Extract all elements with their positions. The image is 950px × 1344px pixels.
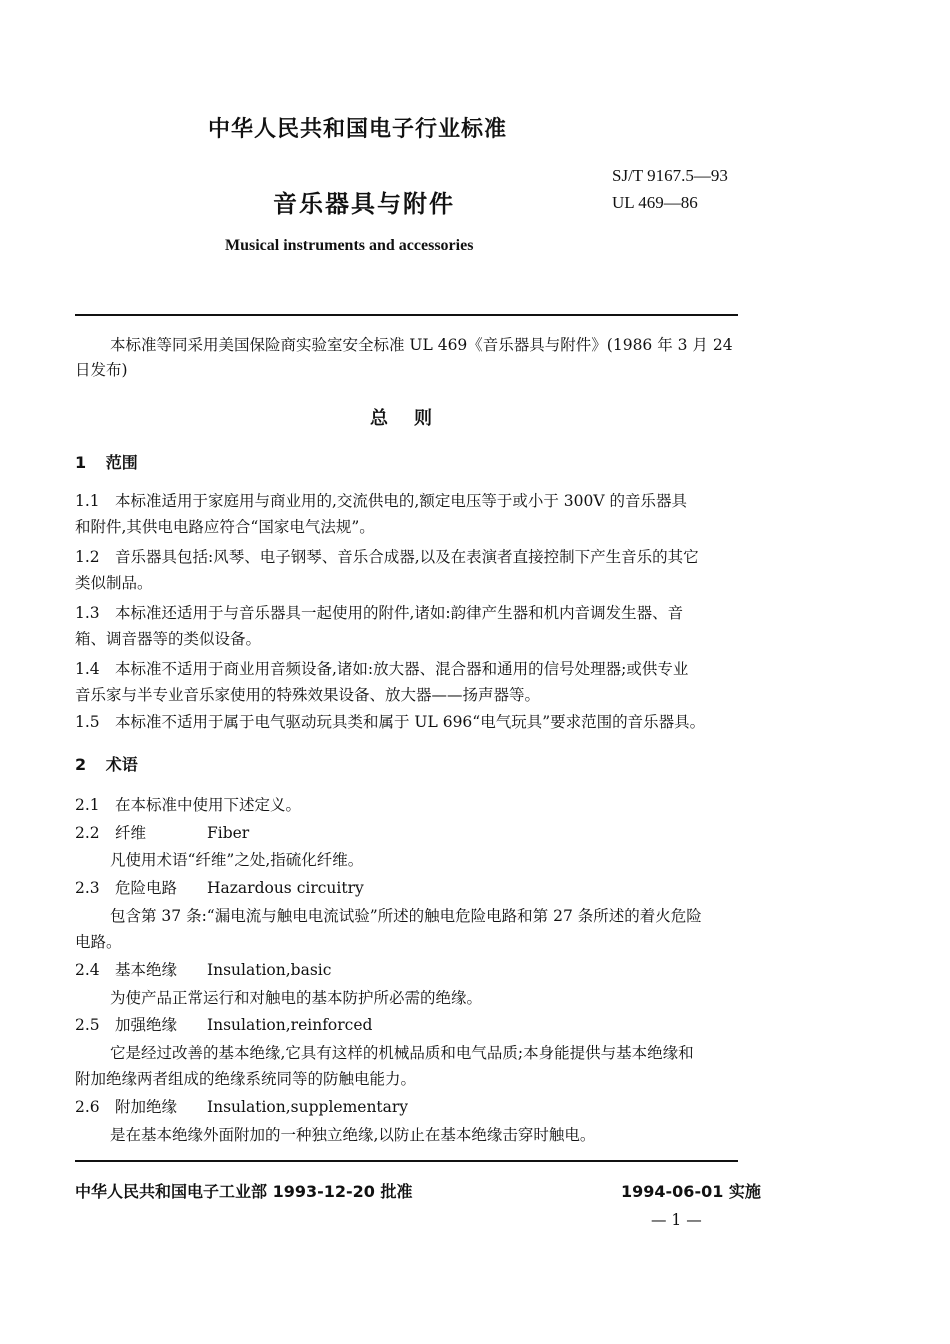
effective-date: 1994-06-01 实施: [621, 1182, 761, 1201]
bottom-divider: [75, 1160, 738, 1162]
document-title-english: Musical instruments and accessories: [225, 237, 474, 254]
term-en: Fiber: [207, 824, 250, 842]
clause-1-3: [75, 601, 683, 625]
clause-1-1-line-2: 和附件,其供电电路应符合“国家电气法规”。: [75, 518, 375, 536]
clause-number: 1.1: [75, 492, 100, 510]
section-1-heading: [75, 450, 138, 473]
term-en: Hazardous circuitry: [207, 879, 364, 897]
clause-2-2: [75, 821, 249, 845]
term-en: Insulation,reinforced: [207, 1016, 373, 1034]
clause-number: 2.3: [75, 879, 100, 897]
section-number: 2: [75, 755, 87, 774]
term-en: Insulation,supplementary: [207, 1098, 409, 1116]
clause-number: 1.5: [75, 713, 100, 731]
clause-2-3-definition-1: 包含第 37 条:“漏电流与触电电流试验”所述的触电危险电路和第 27 条所述的着火危险: [110, 907, 702, 925]
clause-text: 本标准不适用于商业用音频设备,诸如:放大器、混合器和通用的信号处理器;或供专业: [115, 660, 689, 678]
clause-text: 在本标准中使用下述定义。: [115, 796, 302, 814]
clause-number: 1.2: [75, 548, 100, 566]
clause-number: 2.5: [75, 1016, 100, 1034]
standard-title: 中华人民共和国电子行业标准: [208, 117, 508, 142]
clause-text: 音乐器具包括:风琴、电子钢琴、音乐合成器,以及在表演者直接控制下产生音乐的其它: [115, 548, 699, 566]
term-zh: 纤维: [115, 824, 147, 842]
clause-1-3-line-2: 箱、调音器等的类似设备。: [75, 630, 262, 648]
clause-number: 2.4: [75, 961, 100, 979]
clause-2-4-definition: 为使产品正常运行和对触电的基本防护所必需的绝缘。: [110, 989, 483, 1007]
clause-1-5: [75, 710, 705, 734]
term-zh: 附加绝缘: [115, 1098, 178, 1116]
clause-text: 本标准不适用于属于电气驱动玩具类和属于 UL 696“电气玩具”要求范围的音乐器具。: [115, 713, 706, 731]
clause-text: 本标准还适用于与音乐器具一起使用的附件,诸如:韵律产生器和机内音调发生器、音: [115, 604, 684, 622]
page-number: — 1 —: [651, 1211, 702, 1229]
term-zh: 加强绝缘: [115, 1016, 178, 1034]
clause-1-4: [75, 657, 688, 681]
clause-number: 2.1: [75, 796, 100, 814]
clause-2-3-definition-2: 电路。: [75, 933, 122, 951]
intro-line-1: 本标准等同采用美国保险商实验室安全标准 UL 469《音乐器具与附件》(1986 年 3 月 24: [110, 336, 733, 354]
clause-number: 2.6: [75, 1098, 100, 1116]
clause-2-3: [75, 876, 364, 900]
term-en: Insulation,basic: [207, 961, 332, 979]
document-title: 音乐器具与附件: [273, 190, 455, 218]
clause-2-2-definition: 凡使用术语“纤维”之处,指硫化纤维。: [110, 851, 364, 869]
clause-number: 1.4: [75, 660, 100, 678]
general-heading: 总则: [370, 408, 458, 429]
clause-2-5-definition-2: 附加绝缘两者组成的绝缘系统同等的防触电能力。: [75, 1070, 417, 1088]
clause-2-5: [75, 1013, 372, 1037]
clause-2-6-definition: 是在基本绝缘外面附加的一种独立绝缘,以防止在基本绝缘击穿时触电。: [110, 1126, 596, 1144]
term-zh: 危险电路: [115, 879, 178, 897]
section-number: 1: [75, 453, 87, 472]
clause-1-1: [75, 489, 687, 513]
section-title: 术语: [105, 755, 138, 774]
clause-1-2-line-2: 类似制品。: [75, 574, 153, 592]
clause-2-1: [75, 793, 301, 817]
clause-2-5-definition-1: 它是经过改善的基本绝缘,它具有这样的机械品质和电气品质;本身能提供与基本绝缘和: [110, 1044, 694, 1062]
clause-text: 本标准适用于家庭用与商业用的,交流供电的,额定电压等于或小于 300V 的音乐器具: [115, 492, 687, 510]
clause-1-4-line-2: 音乐家与半专业音乐家使用的特殊效果设备、放大器——扬声器等。: [75, 686, 541, 704]
clause-number: 2.2: [75, 824, 100, 842]
top-divider: [75, 314, 738, 316]
clause-number: 1.3: [75, 604, 100, 622]
section-2-heading: [75, 752, 138, 775]
intro-line-2: 日发布): [75, 361, 128, 379]
standard-code-sj: SJ/T 9167.5—93: [612, 166, 728, 185]
clause-2-6: [75, 1095, 408, 1119]
standard-code-ul: UL 469—86: [612, 193, 698, 212]
clause-2-4: [75, 958, 331, 982]
clause-1-2: [75, 545, 699, 569]
section-title: 范围: [105, 453, 138, 472]
approval-line: 中华人民共和国电子工业部 1993-12-20 批准: [75, 1182, 413, 1201]
term-zh: 基本绝缘: [115, 961, 178, 979]
